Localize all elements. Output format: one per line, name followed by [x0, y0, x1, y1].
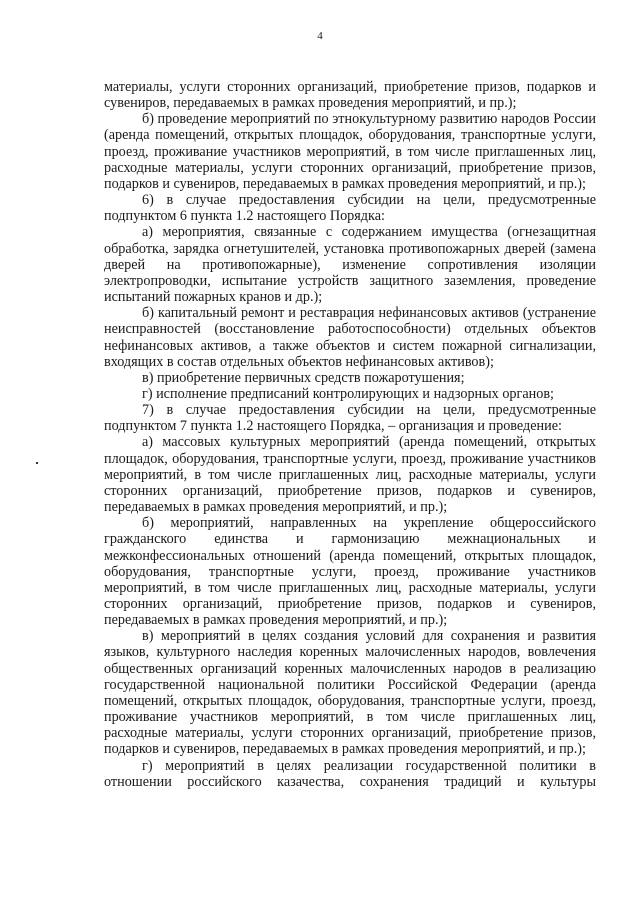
paragraph-item-6g: г) исполнение предписаний контролирующих и надзорных органов;	[142, 385, 554, 402]
paragraph-item-6v: в) приобретение первичных средств пожаротушения;	[142, 369, 465, 386]
paragraph-item-7g: г) мероприятий в целях реализации государственной политики в отношении российского казачества, сохранения традиций и культуры	[104, 757, 596, 790]
paragraph-item-6a: а) мероприятия, связанные с содержанием имущества (огнезащитная обработка, зарядка огнетушителей, установка противопожарных дверей (замена дверей на противопожарные), изменение сопротивления изоляции электропроводки, испытание устройств защитного заземления, проведение испытаний пожарных кранов и др.);	[104, 224, 596, 306]
paragraph-item-7v: в) мероприятий в целях создания условий для сохранения и развития языков, культурного наследия коренных малочисленных народов, вовлечения общественных организаций коренных малочисленных народов в реализацию государственной национальной политики Российской Федерации (аренда помещений, открытых площадок, оборудования, транспортные услуги, проезд, проживание участников мероприятий, в том числе приглашенных лиц, расходные материалы, услуги сторонних организаций, приобретение призов, подарков и сувениров, передаваемых в рамках проведения мероприятий, и пр.);	[104, 628, 596, 758]
paragraph-item-6: 6) в случае предоставления субсидии на цели, предусмотренные подпунктом 6 пункта 1.2 настоящего Порядка:	[104, 192, 596, 225]
paragraph-continuation: материалы, услуги сторонних организаций, приобретение призов, подарков и сувениров, передаваемых в рамках проведения мероприятий, и пр.);	[104, 79, 596, 112]
paragraph-item-b-ethnocultural: б) проведение мероприятий по этнокультурному развитию народов России (аренда помещений, открытых площадок, оборудования, транспортные услуги, проезд, проживание участников мероприятий, в том числе приглашенных лиц, расходные материалы, услуги сторонних организаций, приобретение призов, подарков и сувениров, передаваемых в рамках проведения мероприятий, и пр.);	[104, 111, 596, 192]
paragraph-item-7a: а) массовых культурных мероприятий (аренда помещений, открытых площадок, оборудования, транспортные услуги, проезд, проживание участников мероприятий, в том числе приглашенных лиц, расходные материалы, услуги сторонних организаций, приобретение призов, подарков и сувениров, передаваемых в рамках проведения мероприятий, и пр.);	[104, 434, 596, 516]
paragraph-item-7: 7) в случае предоставления субсидии на цели, предусмотренные подпунктом 7 пункта 1.2 настоящего Порядка, – организация и проведение:	[104, 402, 596, 435]
margin-mark	[36, 462, 38, 464]
page-number: 4	[317, 30, 323, 42]
paragraph-item-7b: б) мероприятий, направленных на укрепление общероссийского гражданского единства и гармонизацию межнациональных и межконфессиональных отношений (аренда помещений, открытых площадок, оборудования, транспортные услуги, проезд, проживание участников мероприятий, в том числе приглашенных лиц, расходные материалы, услуги сторонних организаций, приобретение призов, подарков и сувениров, передаваемых в рамках проведения мероприятий, и пр.);	[104, 515, 596, 629]
paragraph-item-6b: б) капитальный ремонт и реставрация нефинансовых активов (устранение неисправностей (восстановление работоспособности) отдельных объектов нефинансовых активов, а также объектов и систем пожарной сигнализации, входящих в состав отдельных объектов нефинансовых активов);	[104, 305, 596, 370]
document-body	[104, 79, 596, 790]
